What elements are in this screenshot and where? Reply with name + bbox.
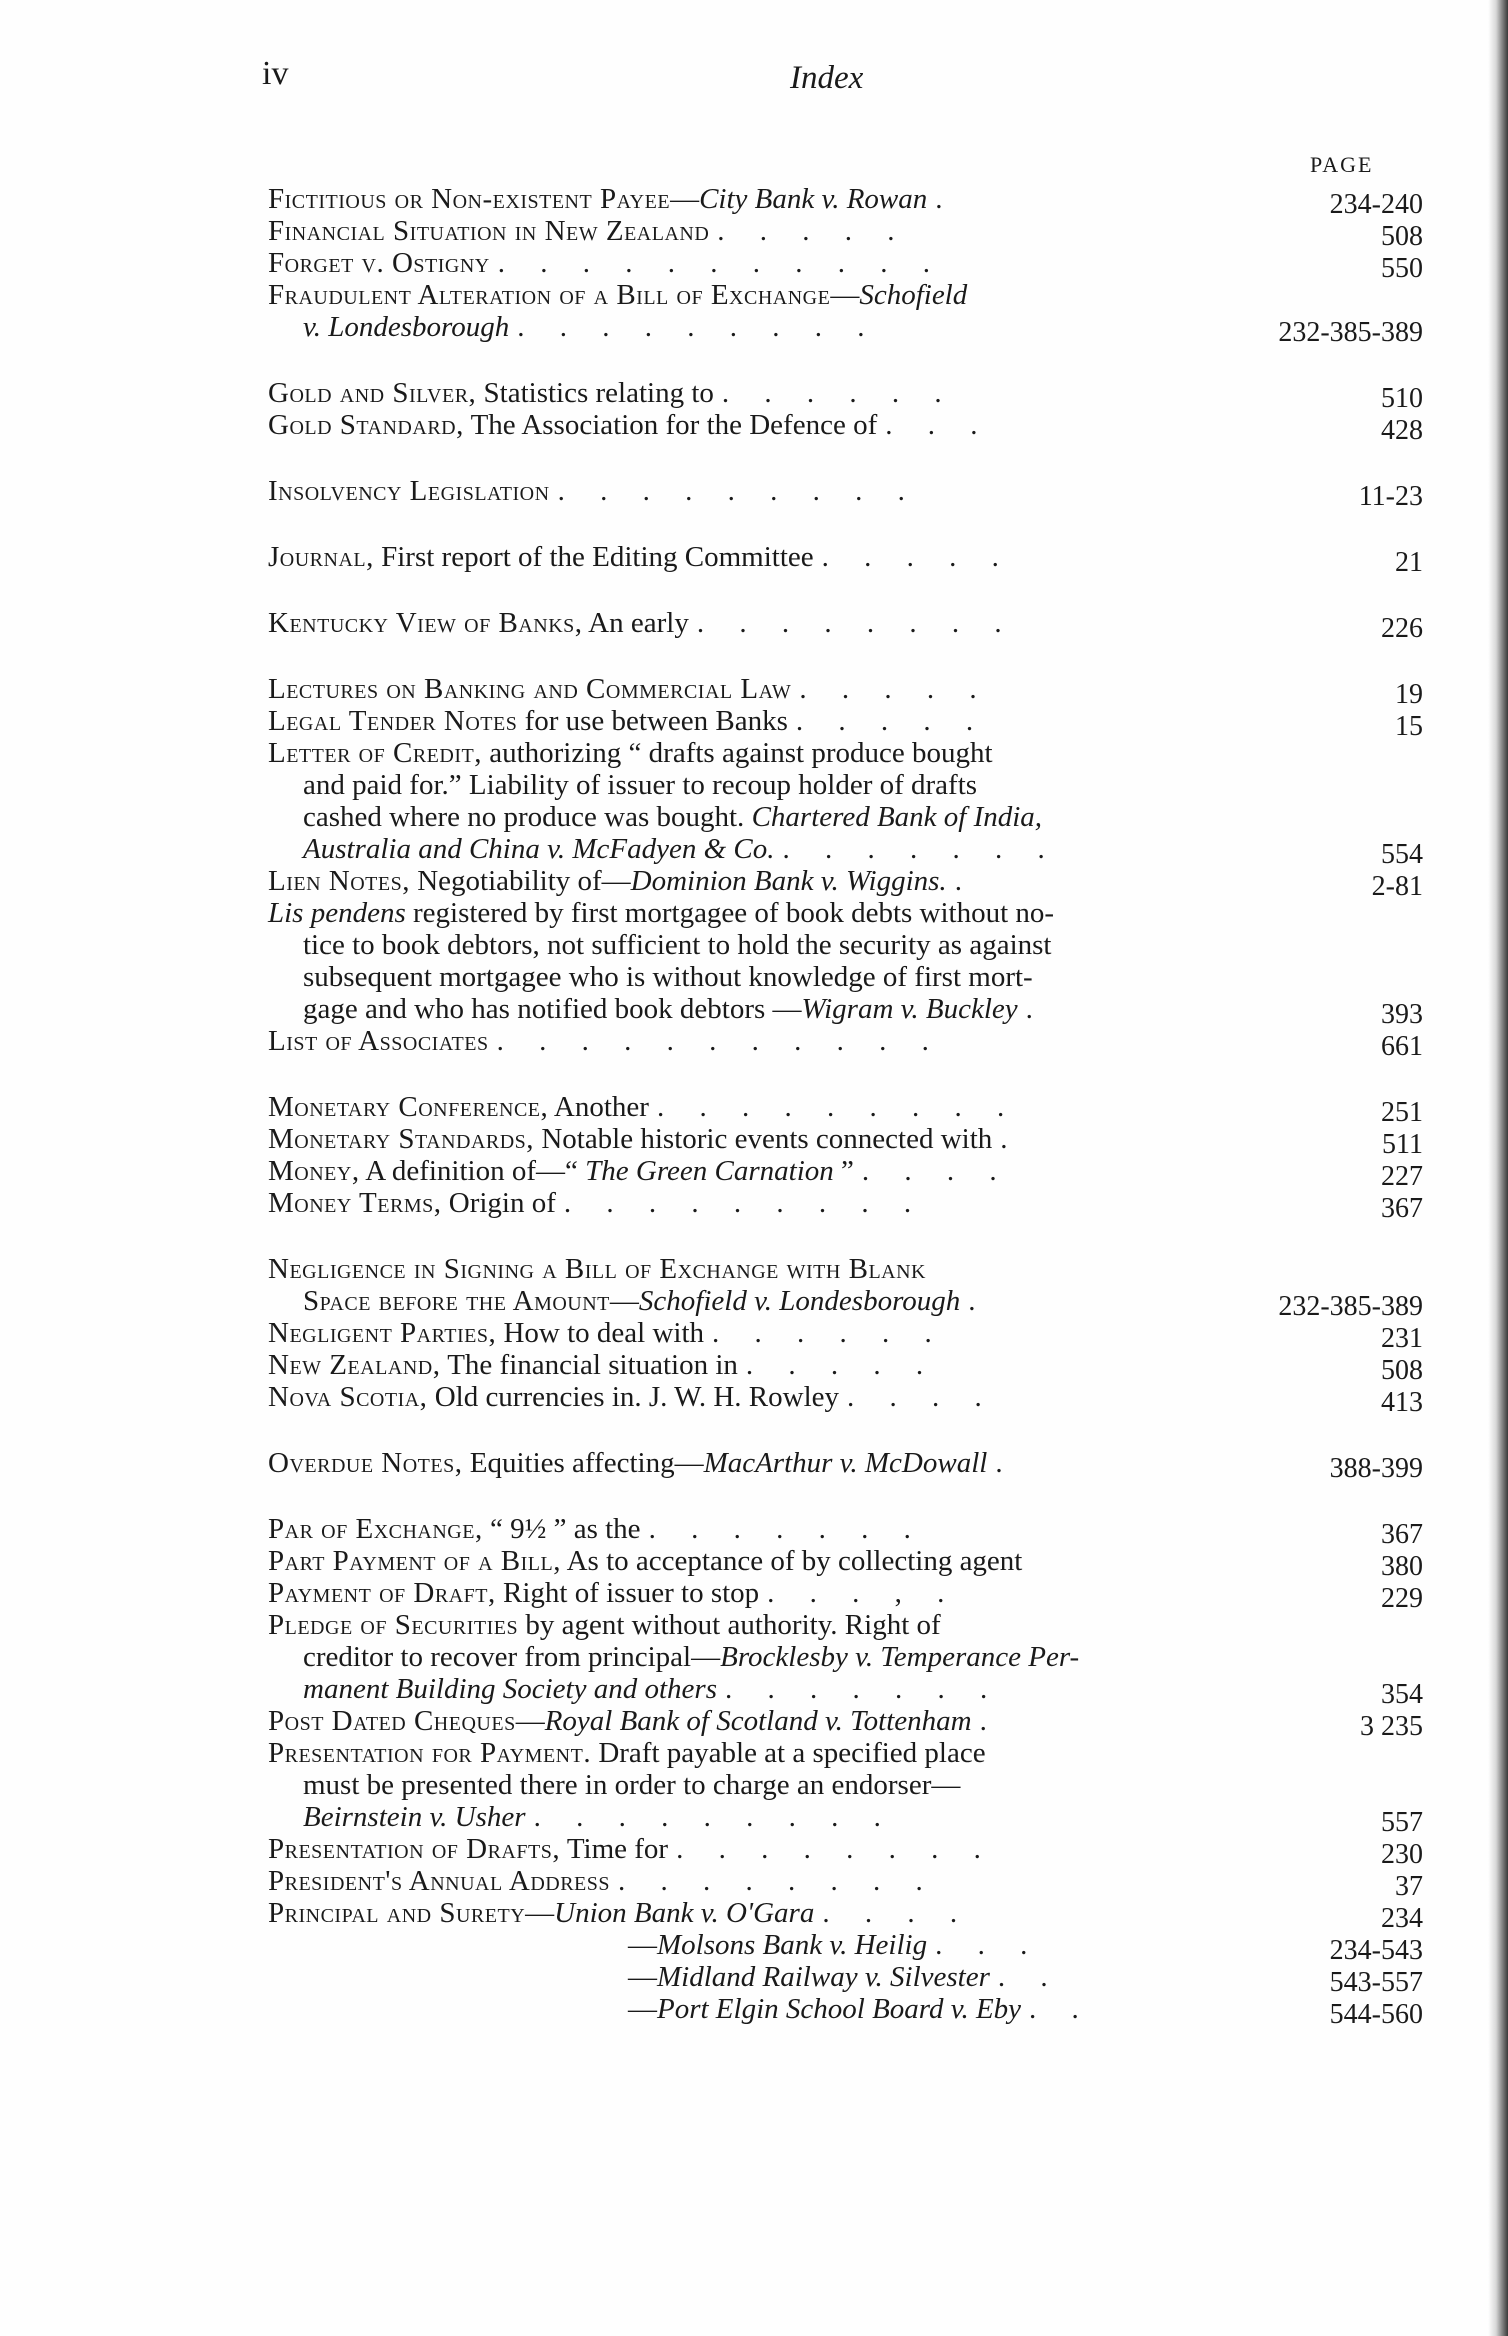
index-line <box>268 865 1423 902</box>
entry-heading: Nova Scotia, <box>268 1381 428 1413</box>
entry-text: — <box>609 1285 639 1317</box>
dot-leader: . . . . <box>847 1381 996 1413</box>
index-line <box>268 475 1423 512</box>
index-entry <box>268 1577 1423 1614</box>
entry-text: cashed where no produce was bought. <box>303 801 752 833</box>
entry-text: “ 9½ ” as the <box>482 1513 641 1545</box>
dot-leader: . . . . . <box>795 705 988 737</box>
index-entry <box>268 1513 1423 1550</box>
page-reference: 388-399 <box>1329 1453 1423 1484</box>
entry-text: — <box>628 1929 657 1961</box>
entry-text: Equities affecting— <box>462 1447 704 1479</box>
page-reference: 393 <box>1381 999 1423 1030</box>
index-line <box>268 1897 1423 1934</box>
index-line <box>268 1609 1423 1641</box>
entry-text: by agent without authority. Right of <box>518 1609 941 1641</box>
index-group <box>268 1091 1423 1224</box>
index-entry <box>268 1381 1423 1418</box>
index-line <box>268 673 1423 710</box>
index-line <box>268 183 1423 220</box>
entry-heading: Overdue Notes, <box>268 1447 463 1479</box>
entry-text: An early <box>582 607 689 639</box>
dot-leader: . . . . . . . . . . . <box>496 1025 943 1057</box>
entry-heading: Lien Notes, <box>268 865 410 897</box>
entry-text: authorizing “ drafts against produce bought <box>481 737 993 769</box>
page-reference: 557 <box>1381 1807 1423 1838</box>
page-reference: 380 <box>1381 1551 1423 1582</box>
page-reference: 3 235 <box>1360 1711 1423 1742</box>
case-citation: Midland Railway v. Silvester <box>657 1961 990 1993</box>
dot-leader: . <box>954 865 976 897</box>
entry-heading: Monetary Standards, <box>268 1123 535 1155</box>
case-citation: Australia and China v. McFadyen & Co. <box>303 833 775 865</box>
index-entry <box>268 865 1423 902</box>
index-line <box>268 993 1423 1030</box>
index-line <box>268 1929 1423 1966</box>
index-entry <box>268 1897 1423 2030</box>
page-reference: 543-557 <box>1329 1967 1423 1998</box>
page-title: Index <box>790 60 864 96</box>
index-entry <box>268 737 1423 870</box>
dot-leader: . . . . . . . <box>725 1673 1002 1705</box>
entry-heading: Legal Tender Notes <box>268 705 518 737</box>
entry-heading: Presentation of Drafts, <box>268 1833 561 1865</box>
entry-text: Time for <box>560 1833 669 1865</box>
entry-text: ” <box>833 1155 854 1187</box>
case-citation: Lis pendens <box>268 897 406 929</box>
dot-leader: . . . . . . . . . . . <box>497 247 945 279</box>
entry-heading: Negligent Parties, <box>268 1317 497 1349</box>
index-line <box>268 1545 1423 1582</box>
index-entry <box>268 1865 1423 1902</box>
entry-text: Old currencies in. J. W. H. Rowley <box>427 1381 840 1413</box>
index-line <box>268 1769 1423 1801</box>
page-reference: 510 <box>1381 383 1423 414</box>
dot-leader: . . . . . <box>717 215 909 247</box>
dot-leader: . . . <box>885 409 992 441</box>
index-list <box>268 183 1423 2059</box>
dot-leader: . <box>995 1447 1017 1479</box>
page-reference: 544-560 <box>1329 1999 1423 2030</box>
case-citation: manent Building Society and others <box>303 1673 717 1705</box>
entry-text: must be presented there in order to charge an endorser— <box>303 1769 961 1801</box>
index-entry <box>268 1253 1423 1322</box>
entry-text: — <box>525 1897 555 1929</box>
entry-heading: Journal, <box>268 541 374 573</box>
page-reference: 2-81 <box>1371 871 1423 902</box>
entry-text: Another <box>548 1091 649 1123</box>
dot-leader: . . <box>997 1961 1062 1993</box>
index-line <box>268 1801 1423 1838</box>
dot-leader: . . . . . <box>799 673 991 705</box>
case-citation: Port Elgin School Board v. Eby <box>657 1993 1022 2025</box>
page-reference: 550 <box>1381 253 1423 284</box>
entry-text: and paid for.” Liability of issuer to recoup holder of drafts <box>303 769 978 801</box>
entry-heading: Gold and Silver, <box>268 377 477 409</box>
index-entry <box>268 1705 1423 1742</box>
page-edge-shadow <box>1488 0 1508 2336</box>
index-line <box>268 897 1423 929</box>
index-group <box>268 1253 1423 1418</box>
index-line <box>268 1737 1423 1769</box>
entry-heading: Forget v. Ostigny <box>268 247 490 279</box>
index-entry <box>268 1609 1423 1710</box>
dot-leader: . <box>968 1285 990 1317</box>
index-line <box>268 1253 1423 1285</box>
dot-leader: . . . . . . . . <box>676 1833 995 1865</box>
page-reference: 234 <box>1381 1903 1423 1934</box>
page-reference: 661 <box>1381 1031 1423 1062</box>
entry-text: Statistics relating to <box>476 377 714 409</box>
page-reference: 230 <box>1381 1839 1423 1870</box>
page-reference: 508 <box>1381 1355 1423 1386</box>
case-citation: Brocklesby v. Temperance Per- <box>720 1641 1080 1673</box>
page-reference: 251 <box>1381 1097 1423 1128</box>
page-reference: 234-240 <box>1329 189 1423 220</box>
entry-text: subsequent mortgagee who is without knowledge of first mort- <box>303 961 1033 993</box>
page-reference: 508 <box>1381 221 1423 252</box>
entry-heading: Par of Exchange, <box>268 1513 483 1545</box>
dot-leader: . . . . . . . . . <box>533 1801 895 1833</box>
index-line <box>268 929 1423 961</box>
case-citation: Wigram v. Buckley <box>801 993 1018 1025</box>
entry-heading: Kentucky View of Banks, <box>268 607 583 639</box>
index-line <box>268 1123 1423 1160</box>
dot-leader: . <box>1025 993 1047 1025</box>
dot-leader: . . <box>1029 1993 1093 2025</box>
entry-text: Right of issuer to stop <box>495 1577 760 1609</box>
page-reference: 354 <box>1381 1679 1423 1710</box>
entry-heading: Presentation for Payment. <box>268 1737 592 1769</box>
index-line <box>268 541 1423 578</box>
index-group <box>268 541 1423 578</box>
index-line <box>268 1865 1423 1902</box>
dot-leader: . . . . . . . . . <box>656 1091 1019 1123</box>
index-entry <box>268 279 1423 348</box>
case-citation: Beirnstein v. Usher <box>303 1801 526 1833</box>
entry-text: Draft payable at a specified place <box>591 1737 986 1769</box>
entry-heading: Space before the Amount <box>303 1285 610 1317</box>
entry-text: — <box>628 1961 657 1993</box>
dot-leader: . . . . . <box>745 1349 938 1381</box>
entry-heading: Principal and Surety <box>268 1897 526 1929</box>
index-entry <box>268 183 1423 220</box>
case-citation: Royal Bank of Scotland v. Tottenham <box>544 1705 972 1737</box>
entry-text: As to acceptance of by collecting agent <box>560 1545 1023 1577</box>
index-entry <box>268 1123 1423 1160</box>
index-line <box>268 1381 1423 1418</box>
case-citation: v. Londesborough <box>303 311 510 343</box>
index-entry <box>268 607 1423 644</box>
index-line <box>268 1091 1423 1128</box>
index-line <box>268 1285 1423 1322</box>
index-group <box>268 607 1423 644</box>
index-entry <box>268 1091 1423 1128</box>
case-citation: Schofield <box>859 279 968 311</box>
page-reference: 232-385-389 <box>1278 317 1423 348</box>
case-citation: Dominion Bank v. Wiggins. <box>630 865 947 897</box>
case-citation: MacArthur v. McDowall <box>703 1447 988 1479</box>
index-group <box>268 475 1423 512</box>
index-line <box>268 1641 1423 1673</box>
index-group <box>268 1447 1423 1484</box>
index-entry <box>268 1833 1423 1870</box>
page-reference: 511 <box>1382 1129 1423 1160</box>
entry-text: Notable historic events connected with <box>534 1123 993 1155</box>
index-line <box>268 1993 1423 2030</box>
page-reference: 15 <box>1395 711 1423 742</box>
page-reference: 367 <box>1381 1193 1423 1224</box>
entry-text: for use between Banks <box>517 705 788 737</box>
entry-heading: Pledge of Securities <box>268 1609 519 1641</box>
index-entry <box>268 1155 1423 1192</box>
index-line <box>268 1577 1423 1614</box>
index-line <box>268 1705 1423 1742</box>
index-entry <box>268 1025 1423 1062</box>
index-line <box>268 961 1423 993</box>
dot-leader: . . . . <box>861 1155 1011 1187</box>
entry-text: The Association for the Defence of <box>463 409 878 441</box>
dot-leader: . . . . . <box>821 541 1013 573</box>
dot-leader: . . . . . . <box>712 1317 946 1349</box>
page-reference: 428 <box>1381 415 1423 446</box>
index-line <box>268 1833 1423 1870</box>
index-line <box>268 1155 1423 1192</box>
entry-heading: Insolvency Legislation <box>268 475 550 507</box>
page-number: iv <box>262 55 289 92</box>
entry-heading: Lectures on Banking and Commercial Law <box>268 673 792 705</box>
index-line <box>268 377 1423 414</box>
index-entry <box>268 705 1423 742</box>
index-line <box>268 607 1423 644</box>
index-group <box>268 183 1423 348</box>
page-reference: 229 <box>1381 1583 1423 1614</box>
entry-heading: New Zealand, <box>268 1349 441 1381</box>
entry-heading: Fraudulent Alteration of a Bill of Exchange <box>268 279 831 311</box>
entry-text: First report of the Editing Committee <box>373 541 814 573</box>
index-entry <box>268 1737 1423 1838</box>
page-reference: 231 <box>1381 1323 1423 1354</box>
entry-text: — <box>830 279 860 311</box>
index-line <box>268 1673 1423 1710</box>
entry-text: — <box>628 1993 657 2025</box>
entry-text: — <box>670 183 700 215</box>
index-entry <box>268 247 1423 284</box>
entry-heading: Gold Standard, <box>268 409 464 441</box>
index-entry <box>268 475 1423 512</box>
index-group <box>268 1513 1423 2030</box>
entry-heading: Letter of Credit, <box>268 737 482 769</box>
page-reference: 19 <box>1395 679 1423 710</box>
entry-text: registered by first mortgagee of book debts without no- <box>405 897 1055 929</box>
index-entry <box>268 673 1423 710</box>
entry-heading: Payment of Draft, <box>268 1577 496 1609</box>
index-entry <box>268 215 1423 252</box>
entry-heading: Post Dated Cheques <box>268 1705 516 1737</box>
index-line <box>268 279 1423 311</box>
entry-heading: Monetary Conference, <box>268 1091 549 1123</box>
entry-text: A definition of—“ <box>359 1155 586 1187</box>
index-line <box>268 215 1423 252</box>
index-line <box>268 1187 1423 1224</box>
entry-text: gage and who has notified book debtors — <box>303 993 802 1025</box>
index-entry <box>268 1187 1423 1224</box>
index-line <box>268 801 1423 833</box>
case-citation: City Bank v. Rowan <box>699 183 928 215</box>
page-reference: 11-23 <box>1358 481 1423 512</box>
entry-text: creditor to recover from principal— <box>303 1641 721 1673</box>
page-reference: 21 <box>1395 547 1423 578</box>
case-citation: Schofield v. Londesborough <box>638 1285 961 1317</box>
dot-leader: . . . . . . . <box>648 1513 925 1545</box>
page-reference: 234-543 <box>1329 1935 1423 1966</box>
index-line <box>268 737 1423 769</box>
page-reference: 232-385-389 <box>1278 1291 1423 1322</box>
entry-heading: Negligence in Signing a Bill of Exchange with Blank <box>268 1253 926 1285</box>
page-column-header: PAGE <box>1310 152 1374 177</box>
index-line <box>268 409 1423 446</box>
dot-leader: . . . . <box>822 1897 972 1929</box>
entry-text: — <box>515 1705 545 1737</box>
case-citation: Molsons Bank v. Heilig <box>657 1929 928 1961</box>
dot-leader: . . . . . . . . . <box>517 311 879 343</box>
case-citation: Union Bank v. O'Gara <box>554 1897 815 1929</box>
index-line <box>268 1317 1423 1354</box>
dot-leader: . <box>979 1705 1001 1737</box>
index-line <box>268 705 1423 742</box>
entry-text: tice to book debtors, not sufficient to hold the security as against <box>303 929 1052 961</box>
page-reference: 37 <box>1395 1871 1423 1902</box>
entry-text: Origin of <box>441 1187 556 1219</box>
page-reference: 367 <box>1381 1519 1423 1550</box>
index-entry <box>268 1447 1423 1484</box>
index-line <box>268 1025 1423 1062</box>
entry-text: How to deal with <box>496 1317 705 1349</box>
dot-leader: . . . . . . . . . <box>557 475 919 507</box>
entry-text: The financial situation in <box>440 1349 738 1381</box>
index-line <box>268 247 1423 284</box>
index-entry <box>268 1349 1423 1386</box>
dot-leader: . . . . . . <box>721 377 956 409</box>
dot-leader: . <box>935 183 957 215</box>
dot-leader: . . . . . . . . <box>696 607 1016 639</box>
index-line <box>268 833 1423 870</box>
case-citation: The Green Carnation <box>585 1155 834 1187</box>
dot-leader: . . . . . . . <box>782 833 1059 865</box>
dot-leader: . . . , . <box>767 1577 959 1609</box>
index-entry <box>268 541 1423 578</box>
dot-leader: . . . . . . . . . <box>563 1187 926 1219</box>
entry-heading: President's Annual Address <box>268 1865 611 1897</box>
index-entry <box>268 897 1423 1030</box>
index-line <box>268 769 1423 801</box>
index-entry <box>268 1317 1423 1354</box>
page-reference: 554 <box>1381 839 1423 870</box>
dot-leader: . . . <box>935 1929 1042 1961</box>
case-citation: Chartered Bank of India, <box>751 801 1043 833</box>
index-entry <box>268 1545 1423 1582</box>
entry-heading: Money, <box>268 1155 360 1187</box>
entry-heading: Fictitious or Non-existent Payee <box>268 183 671 215</box>
entry-heading: List of Associates <box>268 1025 489 1057</box>
page-reference: 227 <box>1381 1161 1423 1192</box>
index-line <box>268 1961 1423 1998</box>
index-line <box>268 311 1423 348</box>
index-group <box>268 377 1423 446</box>
entry-heading: Financial Situation in New Zealand <box>268 215 710 247</box>
index-line <box>268 1513 1423 1550</box>
entry-heading: Money Terms, <box>268 1187 442 1219</box>
index-entry <box>268 409 1423 446</box>
index-line <box>268 1447 1423 1484</box>
page-reference: 226 <box>1381 613 1423 644</box>
entry-heading: Part Payment of a Bill, <box>268 1545 561 1577</box>
index-line <box>268 1349 1423 1386</box>
index-group <box>268 673 1423 1062</box>
dot-leader: . . . . . . . . <box>618 1865 937 1897</box>
dot-leader: . <box>1000 1123 1022 1155</box>
page-reference: 413 <box>1381 1387 1423 1418</box>
entry-text: Negotiability of— <box>409 865 631 897</box>
index-entry <box>268 377 1423 414</box>
